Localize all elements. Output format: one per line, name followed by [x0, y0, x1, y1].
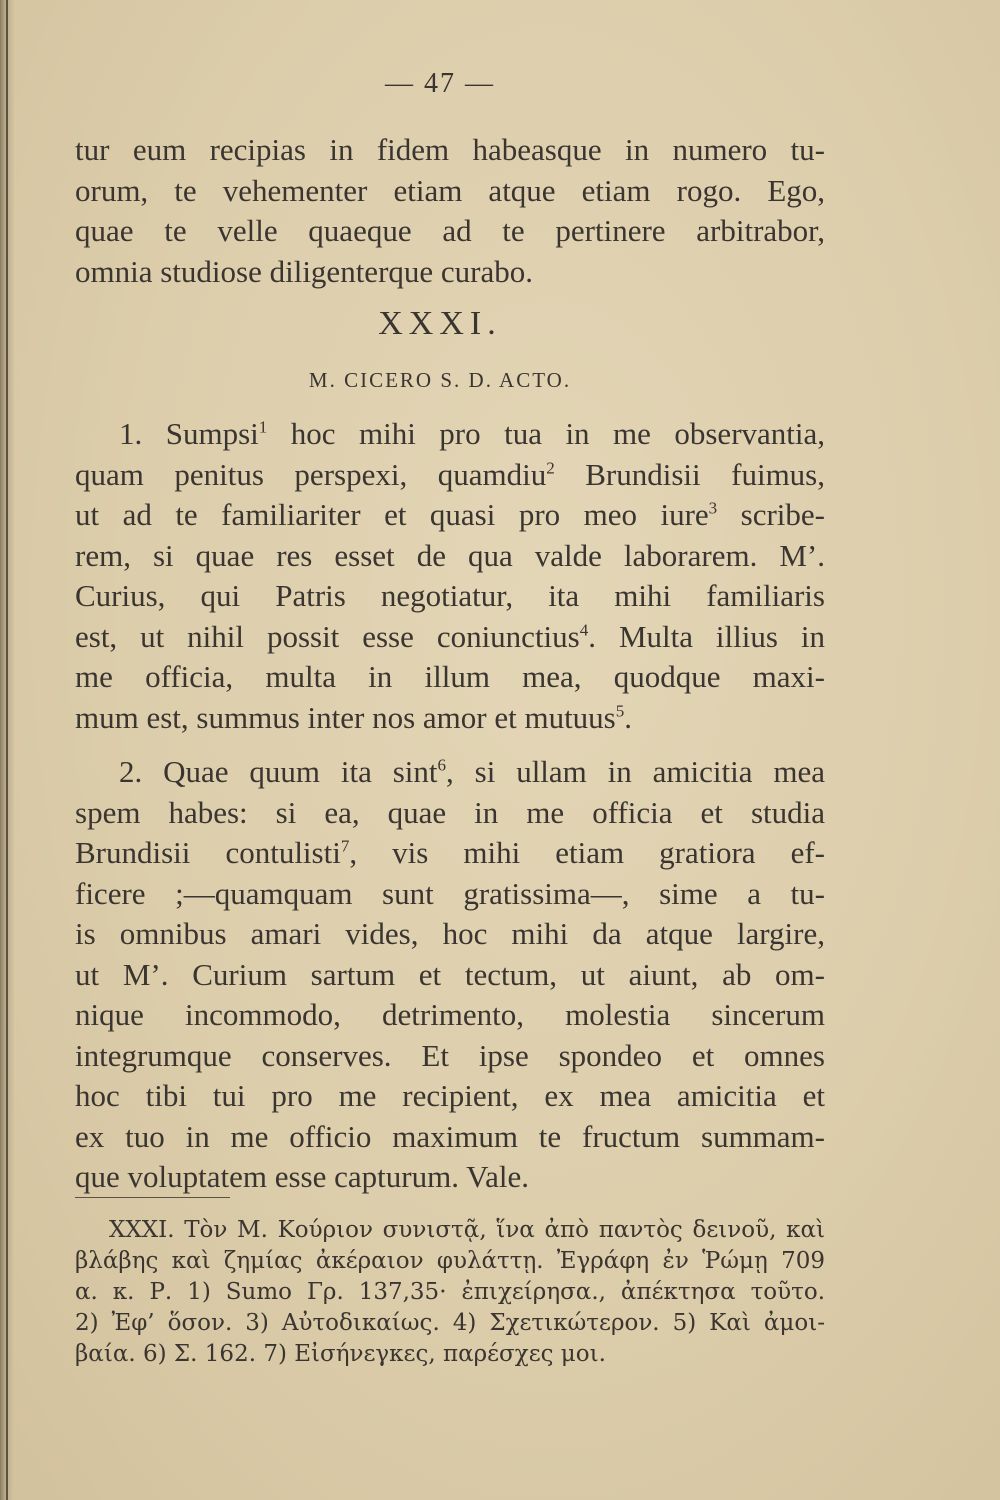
text-segment: nique incommodo, detrimento, molestia sincerum [75, 997, 825, 1032]
text-line [75, 1036, 825, 1077]
footnote-line: α. κ. Ρ. 1) Sumo Γρ. 137,35· ἐπιχείρησα., ἀπέκτησα τοῦτο. [75, 1279, 825, 1305]
text-segment: ficere ;—quamquam sunt gratissima—, sime a tu- [75, 875, 825, 911]
text-segment: hoc tibi tui pro me recipient, ex mea amicitia et [75, 1078, 825, 1113]
text-line [75, 657, 825, 698]
text-segment: ut ad te familiariter et quasi pro meo iure [75, 497, 709, 532]
paragraph-top [75, 130, 825, 292]
text-segment: Brundisii fuimus, [554, 456, 825, 492]
text-line [75, 793, 825, 834]
text-segment: spem habes: si ea, quae in me officia et studia [75, 794, 825, 830]
paragraph-1 [75, 414, 825, 738]
footnote-marker: 4 [579, 620, 589, 640]
text-line [75, 833, 825, 874]
text-segment: Brundisii contulisti [75, 835, 341, 870]
footnote-divider [75, 1197, 230, 1198]
text-line [75, 1076, 825, 1117]
text-segment: mum est, summus inter nos amor et mutuus [75, 699, 616, 735]
text-line [75, 455, 825, 496]
text-segment: ex tuo in me officio maximum te fructum summam- [75, 1118, 825, 1154]
text-line [75, 955, 825, 996]
text-segment: rem, si quae res esset de qua valde laborarem. M’. [75, 537, 825, 573]
text-line [75, 495, 825, 536]
text-segment: is omnibus amari vides, hoc mihi da atque largire, [75, 916, 825, 951]
text-segment: 2. Quae quum ita sint [119, 754, 438, 789]
text-line: tur eum recipias in fidem habeasque in numero tu- [75, 132, 825, 167]
text-line [75, 1157, 825, 1198]
letter-heading: XXXI. [378, 305, 502, 342]
page-binding-line [6, 0, 8, 1500]
text-segment: que voluptatem esse capturum. Vale. [75, 1159, 529, 1194]
letter-salutation: M. CICERO S. D. ACTO. [308, 368, 572, 392]
text-segment: . [624, 699, 633, 735]
text-segment: ut M’. Curium sartum et tectum, ut aiunt, ab om- [75, 956, 825, 992]
footnote-line: βαία. 6) Σ. 162. 7) Εἰσήνεγκες, παρέσχες μοι. [75, 1341, 606, 1367]
text-line: omnia studiose diligenterque curabo. [75, 253, 533, 289]
footnote-marker: 7 [340, 836, 350, 856]
text-line [75, 698, 825, 739]
text-line [75, 995, 825, 1036]
text-segment: quam penitus perspexi, quamdiu [75, 456, 547, 492]
text-line: orum, te vehementer etiam atque etiam rogo. Ego, [75, 172, 825, 208]
text-line [75, 414, 825, 455]
text-line [75, 874, 825, 915]
footnote-marker: 1 [258, 417, 268, 437]
text-segment: . Multa illius in [588, 618, 825, 654]
footnote-line: βλάβης καὶ ζημίας ἀκέραιον φυλάττῃ. Ἐγράφη ἐν Ῥώμῃ 709 [75, 1248, 825, 1274]
text-line [75, 752, 825, 793]
footnotes [75, 1215, 825, 1370]
text-segment: integrumque conserves. Et ipse spondeo et omnes [75, 1037, 825, 1073]
text-segment: 1. Sumpsi [119, 416, 259, 451]
text-segment: Curius, qui Patris negotiatur, ita mihi familiaris [75, 578, 825, 613]
text-line [75, 576, 825, 617]
text-segment: me officia, multa in illum mea, quodque maxi- [75, 659, 825, 694]
footnote-marker: 3 [708, 498, 718, 518]
text-line: quae te velle quaeque ad te pertinere arbitrabor, [75, 213, 825, 248]
paragraph-2 [75, 752, 825, 1198]
text-segment: hoc mihi pro tua in me observantia, [267, 416, 826, 451]
text-segment: , vis mihi etiam gratiora ef- [349, 835, 825, 870]
footnote-marker: 5 [615, 701, 625, 721]
footnote-marker: 2 [546, 458, 555, 478]
footnote-marker: 6 [437, 755, 447, 775]
text-segment: est, ut nihil possit esse coniunctius [75, 618, 580, 654]
page-number: — 47 — [385, 68, 495, 99]
text-line [75, 617, 825, 658]
text-line [75, 536, 825, 577]
footnote-line: XXXI. Τὸν Μ. Κούριον συνιστᾷ, ἵνα ἀπὸ παντὸς δεινοῦ, καὶ [109, 1217, 825, 1243]
text-line [75, 1117, 825, 1158]
text-segment: scribe- [717, 497, 826, 532]
text-line [75, 914, 825, 955]
footnote-line: 2) Ἐφ’ ὅσον. 3) Αὐτοδικαίως. 4) Σχετικώτερον. 5) Καὶ ἀμοι- [75, 1310, 825, 1336]
text-segment: , si ullam in amicitia mea [446, 754, 825, 789]
